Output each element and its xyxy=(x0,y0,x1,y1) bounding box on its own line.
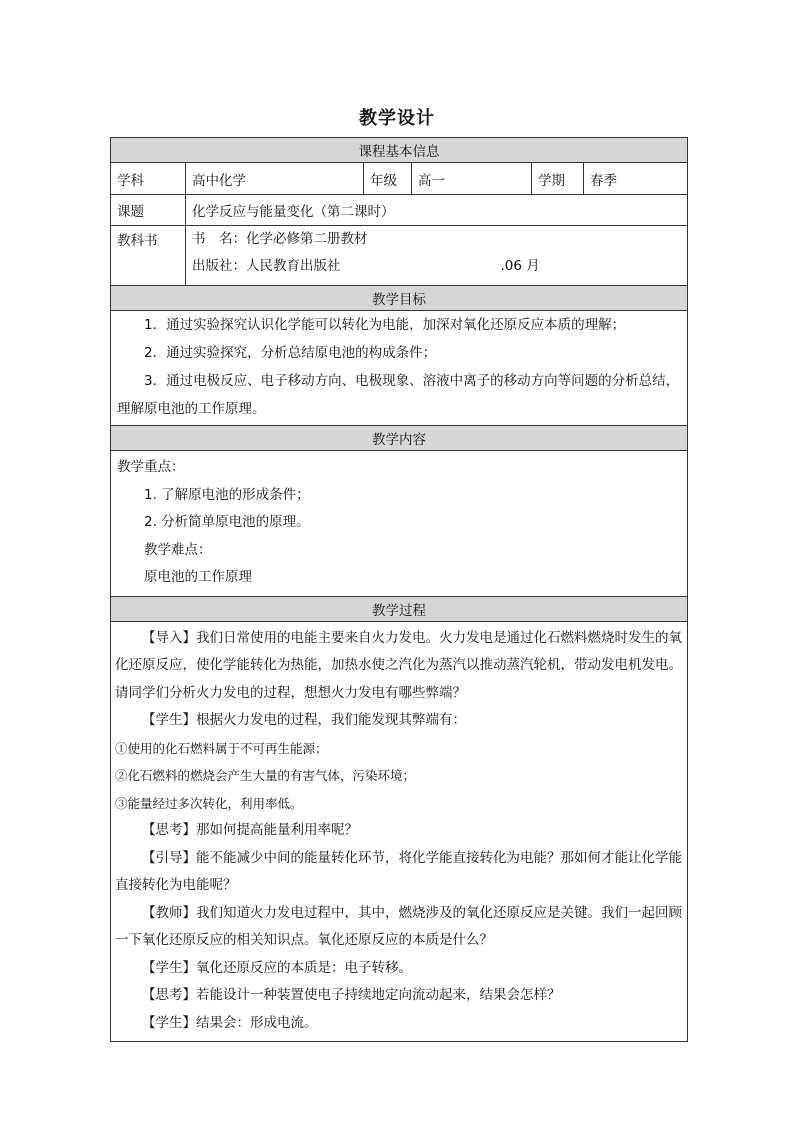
grade-value: 高一 xyxy=(412,163,532,195)
publish-date: .06 月 xyxy=(500,258,540,274)
process-paragraph: 【思考】那如何提高能量利用率呢？ xyxy=(142,822,358,838)
objective-item: 2．通过实验探究，分析总结原电池的构成条件； xyxy=(144,345,437,361)
drawback-item: ②化石燃料的燃烧会产生大量的有害气体，污染环境； xyxy=(115,768,416,783)
key-point-item: 1. 了解原电池的形成条件； xyxy=(144,486,310,503)
subject-value: 高中化学 xyxy=(186,163,364,195)
process-paragraph: 【导入】我们日常使用的电能主要来自火力发电。火力发电是通过化石燃料燃烧时发生的氧化还原反应，使化学能转化为热能，加热水使之汽化为蒸汽以推动蒸汽轮机，带动发电机发电。请同学们分析火力发电的过程，想想火力发电有哪些弊端？ xyxy=(115,629,682,701)
objective-item: 3．通过电极反应、电子移动方向、电极现象、溶液中离子的移动方向等问题的分析总结，理解原电池的工作原理。 xyxy=(117,373,680,417)
publisher-row xyxy=(192,253,687,280)
process-paragraph: 【思考】若能设计一种装置使电子持续地定向流动起来，结果会怎样？ xyxy=(142,987,561,1003)
grade-label: 年级 xyxy=(364,163,412,195)
key-point-item: 2. 分析简单原电池的原理。 xyxy=(144,514,310,530)
document-title: 教学设计 xyxy=(359,108,435,129)
lesson-plan-table xyxy=(110,137,688,1042)
section-header-process: 教学过程 xyxy=(111,596,688,621)
drawback-item: ①使用的化石燃料属于不可再生能源； xyxy=(115,740,328,756)
difficulty-text: 原电池的工作原理 xyxy=(144,569,252,585)
term-value: 春季 xyxy=(584,163,688,195)
process-paragraph: 【教师】我们知道火力发电过程中，其中，燃烧涉及的氧化还原反应是关键。我们一起回顾一下氧化还原反应的相关知识点。氧化还原反应的本质是什么？ xyxy=(115,904,682,948)
subject-label: 学科 xyxy=(111,163,186,195)
section-header-basic-info: 课程基本信息 xyxy=(111,138,688,163)
process-cell xyxy=(111,621,688,1042)
section-header-content: 教学内容 xyxy=(111,426,688,451)
difficulty-label: 教学难点： xyxy=(144,541,212,558)
textbook-info xyxy=(186,226,688,286)
publisher-line: 出版社：人民教育出版社 xyxy=(192,258,341,274)
content-cell xyxy=(111,451,688,597)
objective-item: 1．通过实验探究认识化学能可以转化为电能，加深对氧化还原反应本质的理解； xyxy=(144,317,626,333)
textbook-label: 教科书 xyxy=(111,226,186,286)
section-header-objectives: 教学目标 xyxy=(111,286,688,311)
topic-value: 化学反应与能量变化（第二课时） xyxy=(186,195,688,226)
book-name-line: 书 名：化学必修第二册教材 xyxy=(192,231,368,247)
drawback-item: ③能量经过多次转化，利用率低。 xyxy=(115,795,303,811)
term-label: 学期 xyxy=(532,163,584,195)
process-paragraph: 【学生】根据火力发电的过程，我们能发现其弊端有： xyxy=(142,712,466,728)
topic-label: 课题 xyxy=(111,195,186,226)
process-paragraph: 【学生】结果会：形成电流。 xyxy=(142,1014,318,1031)
process-paragraph: 【学生】氧化还原反应的本质是：电子转移。 xyxy=(142,959,412,976)
process-paragraph: 【引导】能不能减少中间的能量转化环节，将化学能直接转化为电能？那如何才能让化学能直接转化为电能呢？ xyxy=(115,849,682,893)
key-points-label: 教学重点： xyxy=(117,459,185,475)
objectives-cell xyxy=(111,311,688,426)
